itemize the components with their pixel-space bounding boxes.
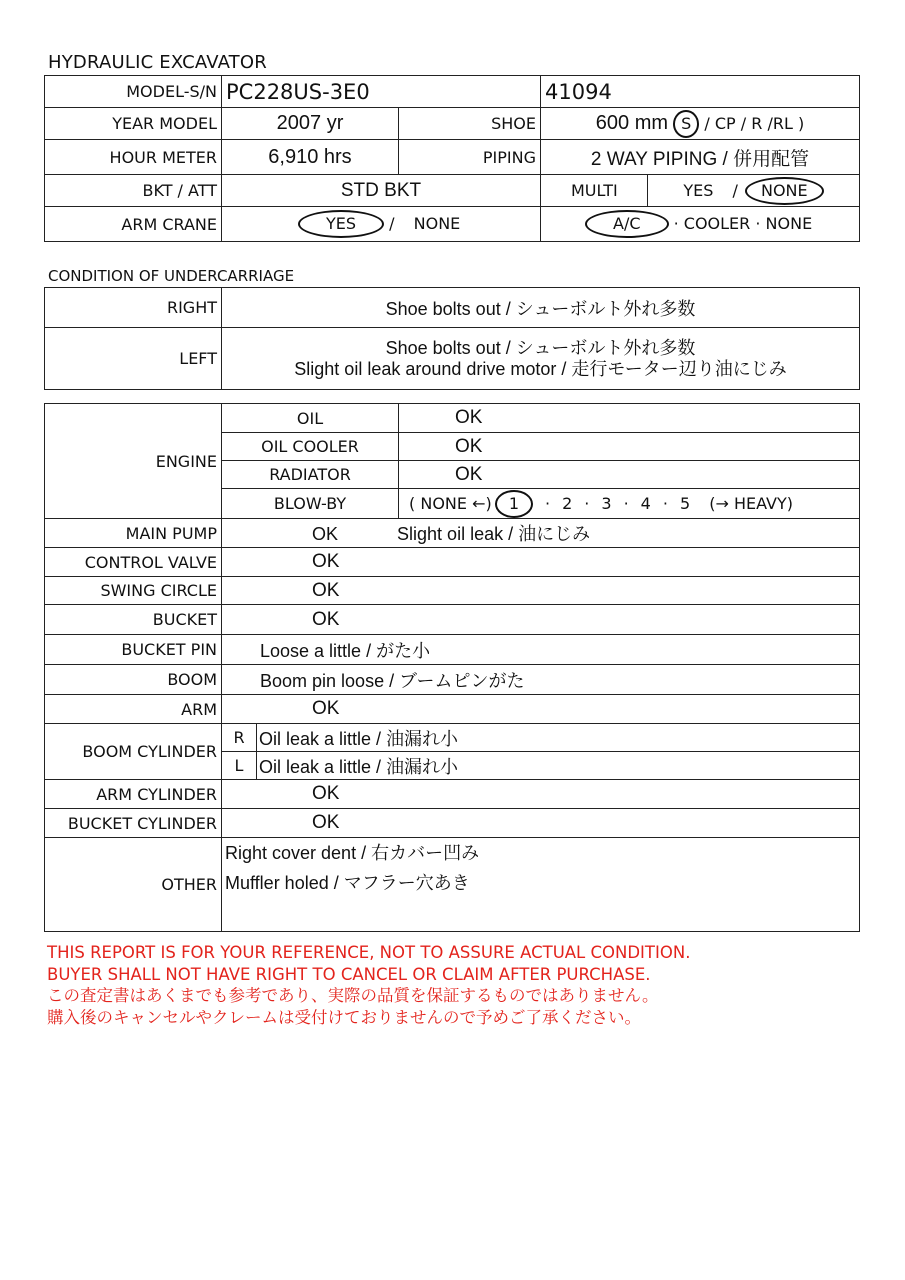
arm-crane-none: NONE xyxy=(413,214,461,233)
blowby-scale: ( NONE ←) 1 · 2 · 3 · 4 · 5 (→ HEAVY) xyxy=(399,489,860,519)
piping-value: 2 WAY PIPING / 併用配管 xyxy=(541,140,860,175)
ac-value xyxy=(541,207,860,242)
blowby-end: (→ HEAVY) xyxy=(709,493,793,513)
model-label: MODEL-S/N xyxy=(45,76,222,108)
swing-circle-label: SWING CIRCLE xyxy=(45,577,222,605)
left-value xyxy=(222,328,860,390)
cooler-options: · COOLER · NONE xyxy=(673,214,813,233)
right-value: Shoe bolts out / シューボルト外れ多数 xyxy=(222,288,860,328)
engine-label: ENGINE xyxy=(45,404,222,519)
right-label: RIGHT xyxy=(45,288,222,328)
shoe-option-rest: / CP / R /RL ) xyxy=(704,113,805,133)
boom-cylinder-l-value: Oil leak a little / 油漏れ小 xyxy=(257,752,860,780)
bkt-att-value: STD BKT xyxy=(222,175,541,207)
blowby-level-5: 5 xyxy=(679,493,691,513)
blowby-level-2: 2 xyxy=(562,493,573,513)
disclaimer-line-2: BUYER SHALL NOT HAVE RIGHT TO CANCEL OR CLAIM AFTER PURCHASE. xyxy=(47,964,651,984)
main-pump-status: OK xyxy=(312,524,339,544)
shoe-option-s: S xyxy=(673,110,699,138)
condition-table xyxy=(44,403,860,932)
spec-table xyxy=(44,75,860,242)
arm-cylinder-value: OK xyxy=(222,780,860,809)
multi-label: MULTI xyxy=(541,175,648,207)
arm-label: ARM xyxy=(45,695,222,724)
model-value: PC228US-3E0 xyxy=(222,76,541,108)
boom-cylinder-r-label: R xyxy=(222,724,257,752)
multi-none: NONE xyxy=(745,177,824,205)
left-label: LEFT xyxy=(45,328,222,390)
bucket-cylinder-label: BUCKET CYLINDER xyxy=(45,809,222,838)
radiator-label: RADIATOR xyxy=(222,461,399,489)
shoe-size: 600 mm xyxy=(595,111,669,134)
oil-cooler-label: OIL COOLER xyxy=(222,433,399,461)
other-line-1: Right cover dent / 右カバー凹み xyxy=(225,843,480,863)
other-line-2: Muffler holed / マフラー穴あき xyxy=(225,873,470,893)
year-value: 2007 yr xyxy=(222,108,399,140)
hour-meter-value: 6,910 hrs xyxy=(222,140,399,175)
multi-value xyxy=(648,175,860,207)
arm-cylinder-label: ARM CYLINDER xyxy=(45,780,222,809)
arm-crane-label: ARM CRANE xyxy=(45,207,222,242)
blowby-start: ( NONE ←) xyxy=(409,493,492,513)
year-label: YEAR MODEL xyxy=(45,108,222,140)
other-label: OTHER xyxy=(45,838,222,932)
control-valve-value: OK xyxy=(222,548,860,577)
boom-cylinder-r-value: Oil leak a little / 油漏れ小 xyxy=(257,724,860,752)
blowby-label: BLOW-BY xyxy=(222,489,399,519)
boom-value: Boom pin loose / ブームピンがた xyxy=(222,665,860,695)
undercarriage-table xyxy=(44,287,860,390)
shoe-value xyxy=(541,108,860,140)
undercarriage-heading: CONDITION OF UNDERCARRIAGE xyxy=(48,267,295,285)
bkt-att-label: BKT / ATT xyxy=(45,175,222,207)
multi-slash: / xyxy=(732,180,738,200)
boom-cylinder-l-label: L xyxy=(222,752,257,780)
arm-crane-value xyxy=(222,207,541,242)
blowby-level-3: 3 xyxy=(601,493,612,513)
oil-value: OK xyxy=(399,404,860,433)
oil-label: OIL xyxy=(222,404,399,433)
bucket-cylinder-value: OK xyxy=(222,809,860,838)
arm-value: OK xyxy=(222,695,860,724)
blowby-level-4: 4 xyxy=(640,493,651,513)
control-valve-label: CONTROL VALVE xyxy=(45,548,222,577)
bucket-label: BUCKET xyxy=(45,605,222,635)
radiator-value: OK xyxy=(399,461,860,489)
left-line-2: Slight oil leak around drive motor / 走行モーター辺り油にじみ xyxy=(294,358,787,379)
boom-label: BOOM xyxy=(45,665,222,695)
boom-cylinder-label: BOOM CYLINDER xyxy=(45,724,222,780)
oil-cooler-value: OK xyxy=(399,433,860,461)
bucket-value: OK xyxy=(222,605,860,635)
shoe-label: SHOE xyxy=(399,108,541,140)
arm-crane-slash: / xyxy=(389,214,395,233)
serial-value: 41094 xyxy=(541,76,860,108)
disclaimer-line-4: 購入後のキャンセルやクレームは受付けておりませんので予めご了承ください。 xyxy=(47,1007,641,1027)
main-pump-note: Slight oil leak / 油にじみ xyxy=(397,524,591,544)
multi-yes: YES xyxy=(683,180,714,200)
arm-crane-yes: YES xyxy=(298,210,384,238)
disclaimer xyxy=(47,942,690,1028)
left-line-1: Shoe bolts out / シューボルト外れ多数 xyxy=(385,337,696,358)
other-value xyxy=(222,838,860,932)
bucket-pin-label: BUCKET PIN xyxy=(45,635,222,665)
disclaimer-line-3: この査定書はあくまでも参考であり、実際の品質を保証するものではありません。 xyxy=(47,986,659,1005)
disclaimer-line-1: THIS REPORT IS FOR YOUR REFERENCE, NOT TO ASSURE ACTUAL CONDITION. xyxy=(47,943,691,962)
hour-meter-label: HOUR METER xyxy=(45,140,222,175)
main-pump-label: MAIN PUMP xyxy=(45,519,222,548)
ac-option: A/C xyxy=(585,210,669,238)
report-title: HYDRAULIC EXCAVATOR xyxy=(48,52,267,73)
blowby-level-1: 1 xyxy=(495,490,533,518)
bucket-pin-value: Loose a little / がた小 xyxy=(222,635,860,665)
piping-label: PIPING xyxy=(399,140,541,175)
swing-circle-value: OK xyxy=(222,577,860,605)
main-pump-value xyxy=(222,519,860,548)
